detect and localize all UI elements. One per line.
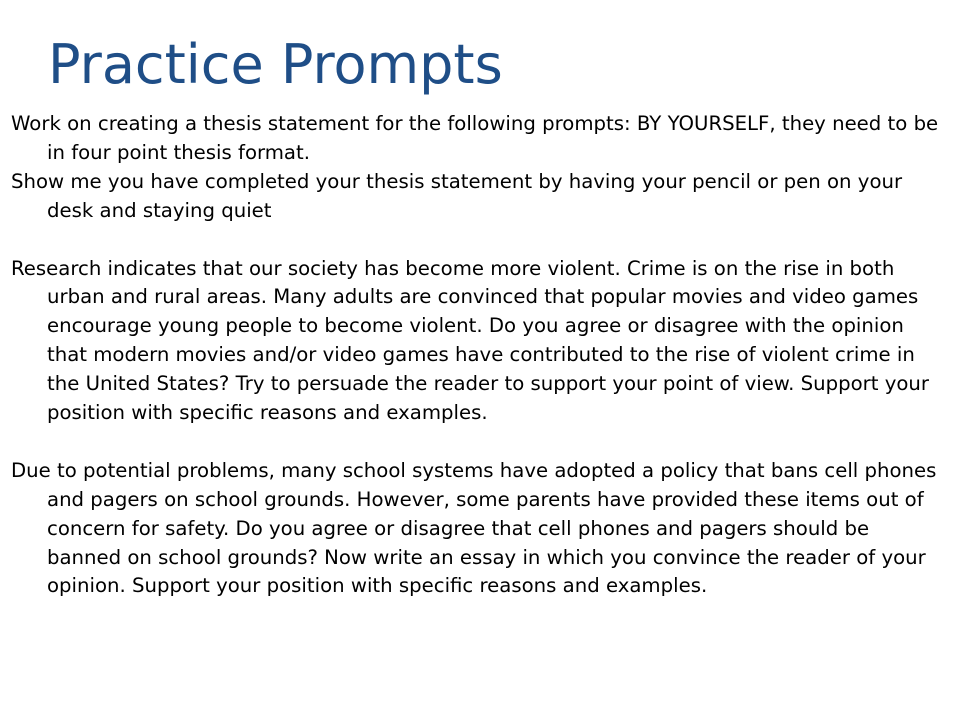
- blank-line: [11, 428, 946, 457]
- slide-title: Practice Prompts: [48, 33, 503, 96]
- prompt-violence: Research indicates that our society has become more violent. Crime is on the rise in both urban and rural areas. Many adults are convinced that popular movies and video games encourage young people to become violent. Do you agree or disagree with the opinion that modern movies and/or video games have contributed to the rise of violent crime in the United States? Try to persuade the reader to support your point of view. Support your position with specific reasons and examples.: [11, 256, 929, 425]
- prompt-cell-phones: Due to potential problems, many school systems have adopted a policy that bans cell phones and pagers on school grounds. However, some parents have provided these items out of concern for safety. Do you agree or disagree that cell phones and pagers should be banned on school grounds? Now write an essay in which you convince the reader of your opinion. Support your position with specific reasons and examples.: [11, 458, 937, 598]
- instruction-thesis: Work on creating a thesis statement for the following prompts: BY YOURSELF, they need to be in four point thesis format.: [11, 112, 939, 164]
- blank-line: [11, 226, 946, 255]
- slide-body: [11, 110, 946, 601]
- instruction-completion: Show me you have completed your thesis statement by having your pencil or pen on your desk and staying quiet: [11, 169, 903, 222]
